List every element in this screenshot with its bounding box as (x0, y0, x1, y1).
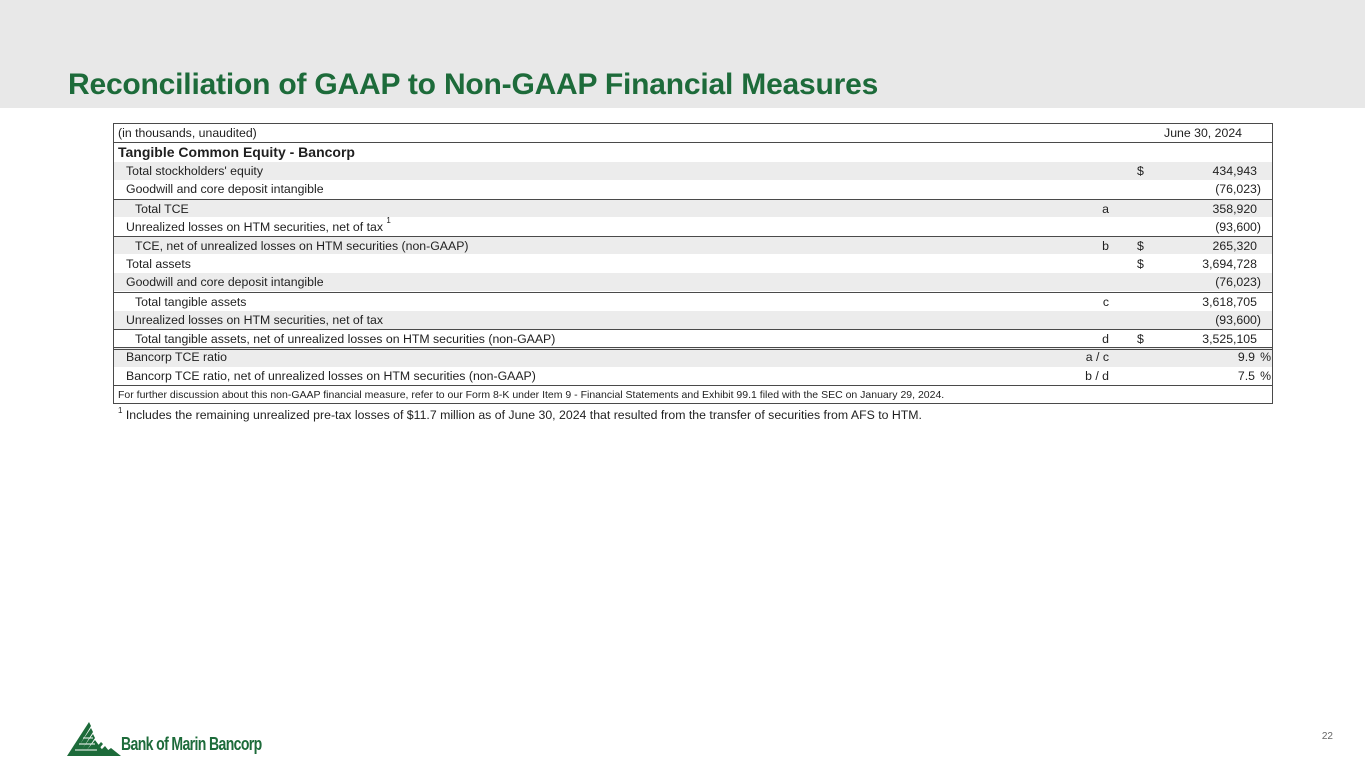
row-label: Total stockholders' equity (126, 164, 264, 178)
row-value: 7.5 (1237, 369, 1255, 383)
row-label: Unrealized losses on HTM securities, net of tax (126, 313, 383, 327)
table-row (114, 255, 1272, 273)
section-title: Tangible Common Equity - Bancorp (118, 144, 355, 160)
row-value: (93,600) (1215, 313, 1261, 327)
table-row (114, 273, 1272, 291)
row-value: 434,943 (1212, 164, 1257, 178)
page-number: 22 (1321, 731, 1333, 742)
logo-text: Bank of Marin Bancorp (121, 734, 262, 754)
row-ref: a (1102, 202, 1109, 216)
units-label: (in thousands, unaudited) (118, 126, 257, 140)
row-value: 3,618,705 (1202, 295, 1257, 309)
row-currency: $ (1137, 239, 1144, 253)
row-label: Total assets (126, 257, 191, 271)
row-label: Total tangible assets, net of unrealized losses on HTM securities (non-GAAP) (135, 332, 556, 346)
row-ref: b (1102, 239, 1109, 253)
row-label-text: Unrealized losses on HTM securities, net of tax (126, 220, 383, 234)
row-value: (76,023) (1215, 182, 1261, 196)
mountain-logo-icon (67, 720, 121, 758)
section-row (114, 142, 1272, 162)
row-label: Bancorp TCE ratio, net of unrealized losses on HTM securities (non-GAAP) (126, 369, 536, 383)
row-value: 3,694,728 (1202, 257, 1257, 271)
row-label (126, 218, 391, 236)
row-value: 3,525,105 (1202, 332, 1257, 346)
row-currency: $ (1137, 164, 1144, 178)
table-row (114, 180, 1272, 198)
row-value: 9.9 (1237, 350, 1255, 364)
row-label: TCE, net of unrealized losses on HTM securities (non-GAAP) (135, 239, 469, 253)
row-currency: $ (1137, 332, 1144, 346)
footnote-marker: 1 (386, 216, 391, 225)
row-ref: d (1102, 332, 1109, 346)
row-value: (93,600) (1215, 220, 1261, 234)
row-label: Goodwill and core deposit intangible (126, 182, 324, 196)
table-row (114, 236, 1272, 254)
table-row (114, 292, 1272, 310)
date-column-header: June 30, 2024 (1164, 126, 1242, 140)
row-label: Total tangible assets (135, 295, 247, 309)
row-ref: c (1102, 295, 1109, 309)
table-row (114, 347, 1272, 367)
row-currency: $ (1137, 257, 1144, 271)
reconciliation-table (113, 123, 1273, 404)
bank-logo (67, 720, 287, 760)
row-unit: % (1260, 350, 1271, 364)
table-header-row (114, 124, 1272, 142)
footnote-marker: 1 (118, 406, 123, 415)
table-row (114, 218, 1272, 236)
row-ref: b / d (1085, 369, 1109, 383)
table-note: For further discussion about this non-GAAP financial measure, refer to our Form 8-K under Item 9 - Financial Statements and Exhibit 99.1 filed with the SEC on January 29, 2024. (118, 389, 945, 401)
footnote-text: Includes the remaining unrealized pre-tax losses of $11.7 million as of June 30, 2024 that resulted from the transfer of securities from AFS to HTM. (125, 408, 922, 422)
table-row (114, 199, 1272, 217)
row-value: 265,320 (1212, 239, 1257, 253)
table-row (114, 367, 1272, 385)
table-note-row (114, 385, 1272, 404)
table-row (114, 329, 1272, 347)
table-row (114, 311, 1272, 329)
row-label: Goodwill and core deposit intangible (126, 275, 324, 289)
row-label: Total TCE (135, 202, 189, 216)
row-unit: % (1260, 369, 1271, 383)
page-title: Reconciliation of GAAP to Non-GAAP Financial Measures (68, 68, 879, 101)
row-value: (76,023) (1215, 275, 1261, 289)
row-label: Bancorp TCE ratio (126, 350, 227, 364)
footnote (118, 408, 922, 422)
row-ref: a / c (1085, 350, 1109, 364)
table-row (114, 162, 1272, 180)
row-value: 358,920 (1212, 202, 1257, 216)
